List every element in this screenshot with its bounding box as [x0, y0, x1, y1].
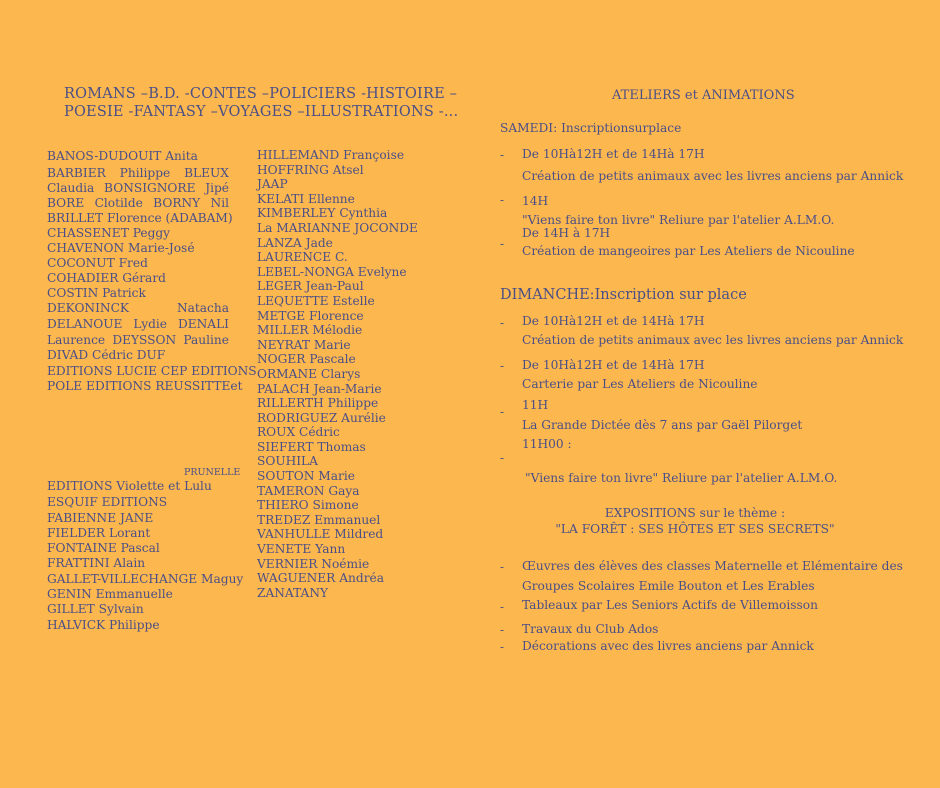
author-entry: HILLEMAND Françoise — [257, 148, 405, 162]
genres-line-1: ROMANS –B.D. -CONTES –POLICIERS -HISTOIRE – — [64, 86, 458, 102]
author-entry: CHASSENET Peggy — [47, 226, 171, 240]
author-entry: JAAP — [257, 177, 288, 192]
author-entry: LEQUETTE Estelle — [257, 293, 375, 308]
author-entry: ROUX Cédric — [257, 425, 340, 440]
bullet-dash: - — [500, 560, 505, 574]
author-entry: NEYRAT Marie — [257, 337, 351, 352]
author-entry: Claudia BONSIGNORE Jipé — [47, 181, 229, 195]
bullet-dash: - — [500, 640, 505, 654]
author-entry: EDITIONS LUCIE CEP EDITIONS — [47, 364, 257, 378]
author-entry: LEBEL-NONGA Evelyne — [257, 264, 407, 279]
workshop-time: 11H — [522, 398, 549, 412]
workshop-time: De 14H à 17H — [522, 226, 611, 240]
workshop-desc: Carterie par Les Ateliers de Nicouline — [522, 377, 758, 391]
author-entry: La MARIANNE JOCONDE — [257, 220, 418, 235]
author-entry: TREDEZ Emmanuel — [257, 512, 381, 527]
author-entry: BORE Clotilde BORNY Nil — [47, 196, 229, 210]
bullet-dash: - — [500, 237, 505, 251]
author-entry: FIELDER Lorant — [47, 526, 151, 540]
author-entry: POLE EDITIONS REUSSITTEet — [47, 379, 243, 393]
author-entry: SOUTON Marie — [257, 469, 355, 484]
author-entry: CHAVENON Marie-José — [47, 241, 195, 255]
workshop-time: De 10Hà12H et de 14Hà 17H — [522, 314, 705, 328]
author-entry: COHADIER Gérard — [47, 271, 166, 285]
author-entry: PALACH Jean-Marie — [257, 381, 382, 396]
bullet-dash: - — [500, 600, 505, 614]
bullet-dash: - — [500, 359, 505, 373]
bullet-dash: - — [500, 623, 505, 637]
workshop-time: 14H — [522, 194, 549, 208]
workshops-title: ATELIERS et ANIMATIONS — [612, 88, 795, 103]
exhibitions-heading: EXPOSITIONS sur le thème : — [604, 506, 786, 520]
author-entry: BANOS-DUDOUIT Anita — [47, 149, 198, 163]
author-entry: EDITIONS Violette et Lulu — [47, 479, 212, 493]
author-entry: FONTAINE Pascal — [47, 541, 160, 555]
exhibition-item: Décorations avec des livres anciens par Annick — [522, 639, 814, 653]
bullet-dash: - — [500, 148, 505, 162]
workshop-desc: "Viens faire ton livre" Reliure par l'atelier A.LM.O. — [525, 471, 838, 485]
exhibition-item: Travaux du Club Ados — [522, 622, 659, 636]
author-entry: RILLERTH Philippe — [257, 396, 379, 411]
author-entry: COCONUT Fred — [47, 256, 148, 270]
workshop-time: De 10Hà12H et de 14Hà 17H — [522, 147, 705, 161]
exhibitions-theme: "LA FORÊT : SES HÔTES ET SES SECRETS" — [555, 522, 835, 536]
author-entry: DIVAD Cédric DUF — [47, 348, 166, 362]
author-entry: FABIENNE JANE — [47, 511, 154, 525]
workshop-desc: "Viens faire ton livre" Reliure par l'atelier A.LM.O. — [522, 213, 835, 227]
author-entry: GENIN Emmanuelle — [47, 587, 173, 601]
author-entry: DEKONINCK Natacha — [47, 301, 229, 315]
exhibition-item: Tableaux par Les Seniors Actifs de Villemoisson — [522, 598, 818, 612]
workshop-desc: Création de mangeoires par Les Ateliers de Nicouline — [522, 244, 855, 258]
author-entry: WAGUENER Andréa — [257, 571, 384, 586]
author-entry: KELATI Ellenne — [257, 191, 355, 206]
author-entry: VANHULLE Mildred — [257, 527, 384, 542]
workshop-desc: La Grande Dictée dès 7 ans par Gaël Pilorget — [522, 418, 803, 432]
author-entry: LAURENCE C. — [257, 250, 348, 265]
author-entry: GILLET Sylvain — [47, 602, 144, 616]
author-entry: DELANOUE Lydie DENALI — [47, 317, 229, 331]
author-entry: SIEFERT Thomas — [257, 439, 366, 454]
author-entry: VENETE Yann — [257, 542, 346, 557]
author-entry: SOUHILA — [257, 454, 318, 469]
author-entry: NOGER Pascale — [257, 352, 356, 367]
author-entry: KIMBERLEY Cynthia — [257, 206, 388, 221]
author-entry: LEGER Jean-Paul — [257, 279, 364, 294]
author-entry: ZANATANY — [257, 585, 329, 600]
author-entry: MILLER Mélodie — [257, 323, 363, 338]
author-entry: HOFFRING Atsel — [257, 162, 364, 177]
workshop-time: De 10Hà12H et de 14Hà 17H — [522, 358, 705, 372]
author-entry: THIERO Simone — [257, 498, 359, 513]
author-entry: COSTIN Patrick — [47, 286, 146, 300]
workshop-desc: Création de petits animaux avec les livres anciens par Annick — [522, 169, 904, 183]
bullet-dash: - — [500, 451, 505, 465]
author-entry: TAMERON Gaya — [257, 483, 360, 498]
author-entry: Laurence DEYSSON Pauline — [47, 333, 229, 347]
authors-column-2 — [257, 148, 418, 600]
author-entry: BARBIER Philippe BLEUX — [47, 166, 229, 180]
workshop-time: 11H00 : — [522, 437, 572, 451]
genres-line-2: POESIE -FANTASY –VOYAGES –ILLUSTRATIONS -... — [64, 104, 459, 120]
author-entry: ORMANE Clarys — [257, 366, 361, 381]
bullet-dash: - — [500, 316, 505, 330]
workshop-desc: Création de petits animaux avec les livres anciens par Annick — [522, 333, 904, 347]
author-entry: HALVICK Philippe — [47, 618, 160, 632]
author-entry: METGE Florence — [257, 308, 364, 323]
author-entry: FRATTINI Alain — [47, 556, 146, 570]
bullet-dash: - — [500, 405, 505, 419]
bullet-dash: - — [500, 193, 505, 207]
prunelle-label: PRUNELLE — [184, 467, 241, 478]
sunday-heading: DIMANCHE:Inscription sur place — [500, 287, 747, 303]
author-entry: ESQUIF EDITIONS — [47, 495, 168, 509]
exhibition-item: Œuvres des élèves des classes Maternelle et Elémentaire des — [522, 559, 903, 573]
author-entry: LANZA Jade — [257, 235, 333, 250]
author-entry: GALLET-VILLECHANGE Maguy — [47, 572, 244, 586]
author-entry: BRILLET Florence (ADABAM) — [47, 211, 233, 225]
author-entry: VERNIER Noémie — [257, 556, 370, 571]
saturday-heading: SAMEDI: Inscriptionsurplace — [500, 121, 682, 135]
author-entry: RODRIGUEZ Aurélie — [257, 410, 386, 425]
exhibition-item-cont: Groupes Scolaires Emile Bouton et Les Erables — [522, 579, 815, 593]
